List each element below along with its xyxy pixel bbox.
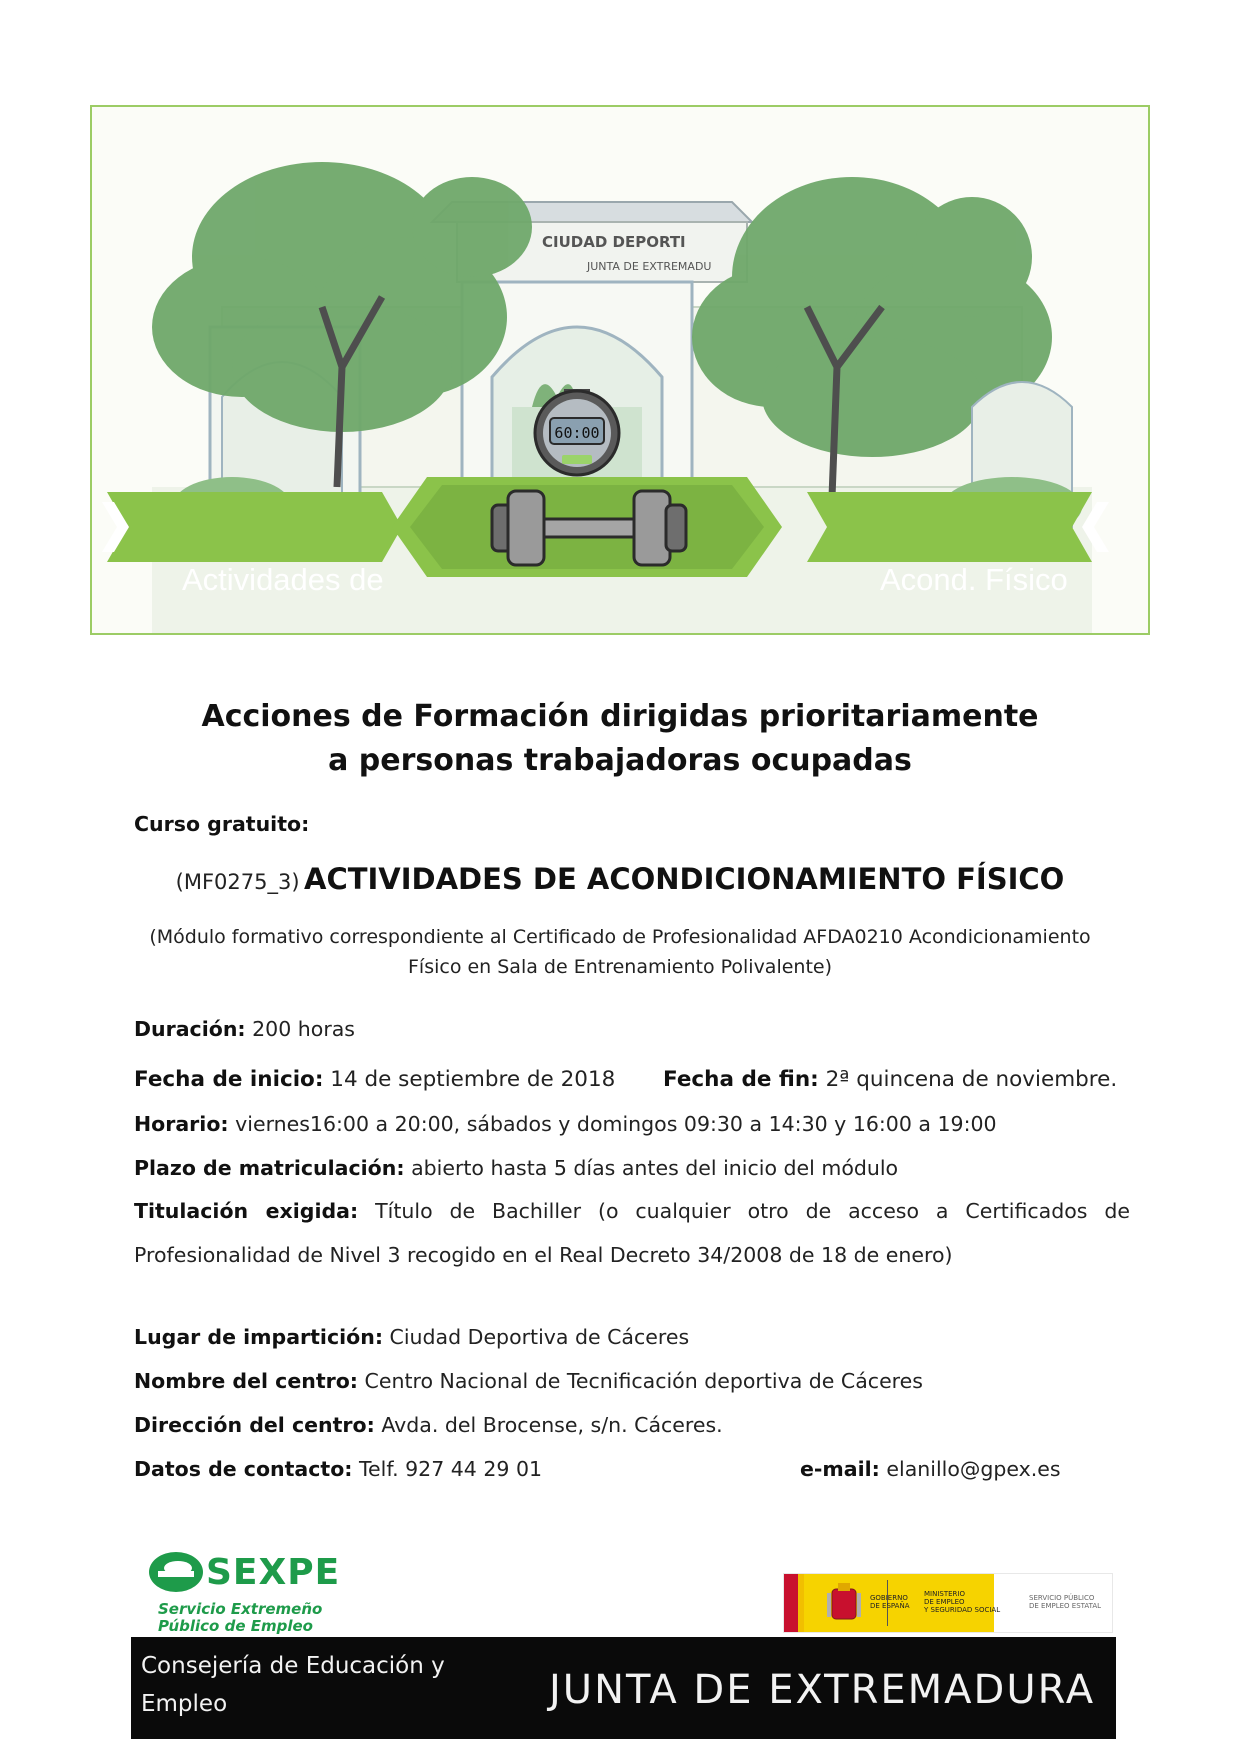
enrollment-value: abierto hasta 5 días antes del inicio del módulo (411, 1156, 899, 1180)
end-date-label: Fecha de fin: (663, 1067, 819, 1092)
schedule-value: viernes16:00 a 20:00, sábados y domingos 09:30 a 14:30 y 16:00 a 19:00 (235, 1112, 997, 1136)
banner-illustration (92, 107, 1150, 635)
place-label: Lugar de impartición: (134, 1325, 384, 1349)
enrollment-row (134, 1156, 898, 1180)
header-banner (90, 105, 1150, 635)
headline (0, 695, 1240, 783)
sexpe-line-2: Público de Empleo (158, 1617, 313, 1635)
stopwatch-icon (535, 389, 619, 475)
contact-row (134, 1457, 542, 1481)
center-row (134, 1369, 923, 1393)
address-value: Avda. del Brocense, s/n. Cáceres. (381, 1413, 723, 1437)
module-note-line-2: Físico en Sala de Entrenamiento Polivalente) (407, 956, 833, 978)
footer-left-line-1: Consejería de Educación y (141, 1653, 445, 1679)
center-label: Nombre del centro: (134, 1369, 359, 1393)
contact-phone: Telf. 927 44 29 01 (359, 1457, 543, 1481)
gov-spain-line-1: GOBIERNO (870, 1594, 908, 1602)
government-logo (783, 1573, 1113, 1633)
footer-bar (131, 1637, 1116, 1739)
building-sign: CIUDAD DEPORTI (542, 233, 686, 251)
gov-spain-line-2: DE ESPAÑA (870, 1602, 910, 1610)
sexpe-name: SEXPE (206, 1552, 341, 1593)
address-row (134, 1413, 723, 1437)
ribbon-left-label: Actividades de (182, 562, 384, 597)
duration-value: 200 horas (252, 1017, 355, 1041)
start-date-label: Fecha de inicio: (134, 1067, 324, 1092)
course-title-line (0, 862, 1240, 896)
schedule-label: Horario: (134, 1112, 229, 1136)
duration-row (134, 1017, 355, 1041)
email-label: e-mail: (800, 1457, 880, 1481)
ribbon-right-label: Acond. Físico (880, 562, 1068, 597)
end-date-value: 2ª quincena de noviembre. (825, 1067, 1118, 1092)
requirements-label: Titulación exigida: (134, 1199, 359, 1223)
start-date-value: 14 de septiembre de 2018 (330, 1067, 616, 1092)
module-note-line-1: (Módulo formativo correspondiente al Certificado de Profesionalidad AFDA0210 Acondicionamiento (149, 926, 1091, 948)
coat-of-arms-icon (824, 1581, 864, 1625)
address-label: Dirección del centro: (134, 1413, 375, 1437)
headline-line-2: a personas trabajadoras ocupadas (328, 743, 912, 778)
footer-left-line-2: Empleo (141, 1691, 228, 1717)
footer-consejeria (141, 1647, 445, 1723)
module-note (130, 922, 1110, 982)
footer-junta: JUNTA DE EXTREMADURA (549, 1667, 1096, 1713)
place-value: Ciudad Deportiva de Cáceres (389, 1325, 690, 1349)
stopwatch-display: 60:00 (554, 424, 600, 442)
sexpe-e-icon (148, 1550, 204, 1594)
course-title: ACTIVIDADES DE ACONDICIONAMIENTO FÍSICO (304, 862, 1065, 896)
ministry-line-3: Y SEGURIDAD SOCIAL (924, 1606, 1001, 1614)
contact-label: Datos de contacto: (134, 1457, 353, 1481)
duration-label: Duración: (134, 1017, 246, 1041)
ministry-line-1: MINISTERIO (924, 1590, 965, 1598)
course-code: (MF0275_3) (175, 870, 300, 894)
headline-line-1: Acciones de Formación dirigidas prioritariamente (201, 699, 1039, 734)
sexpe-line-1: Servicio Extremeño (158, 1600, 323, 1618)
sexpe-logo (148, 1550, 348, 1635)
sepe-line-2: DE EMPLEO ESTATAL (1029, 1602, 1102, 1610)
requirements-paragraph (134, 1189, 1130, 1277)
email-value[interactable]: elanillo@gpex.es (886, 1457, 1061, 1481)
requirements-value: Título de Bachiller (o cualquier otro de acceso a Certificados de Profesionalidad de Nivel 3 recogido en el Real Decreto 34/2008 de 18 de enero) (134, 1199, 1130, 1267)
email-row (800, 1457, 1061, 1481)
building-subsign: JUNTA DE EXTREMADU (587, 260, 712, 273)
center-value: Centro Nacional de Tecnificación deportiva de Cáceres (364, 1369, 923, 1393)
end-date-row (663, 1067, 1117, 1092)
schedule-row (134, 1112, 997, 1136)
place-row (134, 1325, 689, 1349)
sepe-line-1: SERVICIO PÚBLICO (1029, 1594, 1095, 1602)
ministry-line-2: DE EMPLEO (924, 1598, 965, 1606)
start-date-row (134, 1067, 615, 1092)
enrollment-label: Plazo de matriculación: (134, 1156, 405, 1180)
free-course-label: Curso gratuito: (134, 812, 310, 836)
